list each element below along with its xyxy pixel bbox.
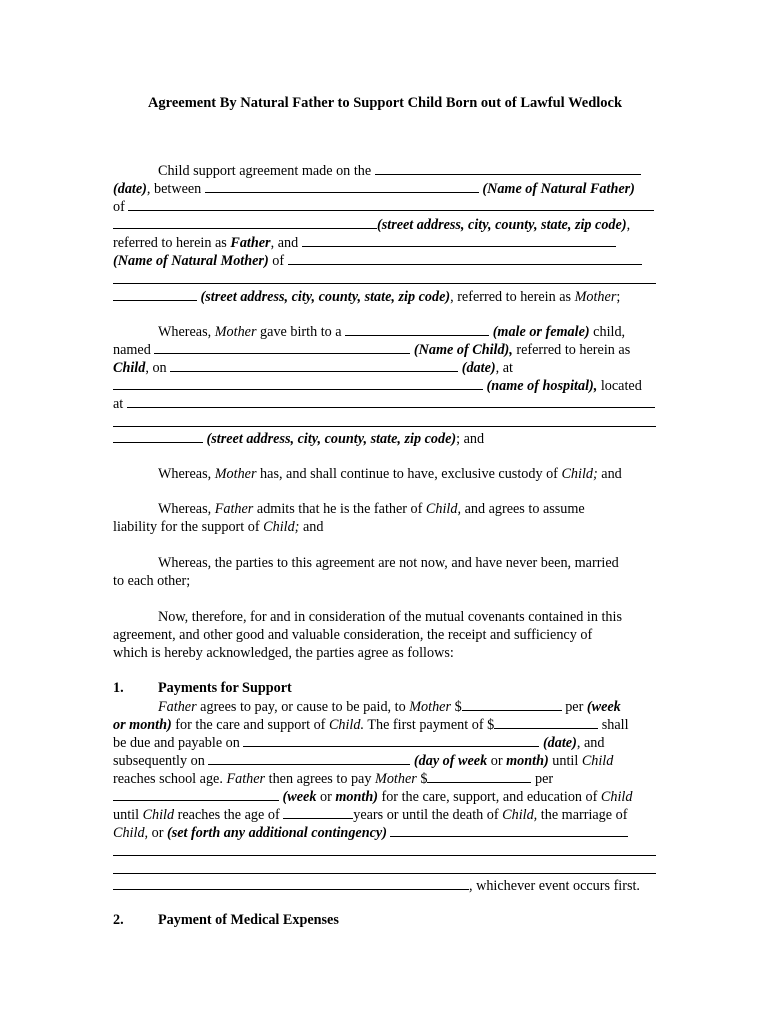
- text: Whereas,: [158, 324, 215, 340]
- text: Child;: [263, 519, 300, 535]
- blank-child-name[interactable]: [154, 340, 410, 354]
- text: reaches school age.: [113, 771, 227, 787]
- blank-mother-address-3[interactable]: [113, 287, 197, 301]
- text: per: [561, 699, 587, 715]
- section-2-number: [113, 911, 124, 929]
- text: Child: [113, 360, 146, 376]
- text: of: [268, 253, 285, 269]
- text: ; and: [456, 431, 485, 447]
- text: , and: [576, 735, 605, 751]
- text: be due and payable on: [113, 735, 240, 751]
- blank-father-name[interactable]: [205, 179, 479, 193]
- text: (name of hospital),: [486, 378, 598, 394]
- blank-mother-name[interactable]: [302, 233, 616, 247]
- line-gave-birth: [158, 322, 625, 341]
- text: for the care, support, and education of: [377, 789, 601, 805]
- text: Child.: [328, 717, 365, 733]
- line-named: [113, 340, 630, 359]
- line-liability: [113, 518, 323, 536]
- text: Whereas,: [158, 466, 215, 482]
- text: Father: [214, 501, 254, 517]
- line-hospital-address: [113, 429, 484, 448]
- blank-hospital-address-3[interactable]: [113, 429, 203, 443]
- text: at: [113, 396, 124, 412]
- text: Mother: [214, 466, 257, 482]
- line-agreement-date: [158, 161, 641, 180]
- text: The first payment of $: [364, 717, 495, 733]
- blank-first-payment[interactable]: [494, 715, 598, 729]
- text: Father: [226, 771, 266, 787]
- text: Mother: [574, 289, 617, 305]
- line-s1-2: [113, 715, 629, 734]
- text: Father: [230, 235, 271, 251]
- blank-hospital-address-1[interactable]: [127, 394, 655, 408]
- text: or month): [113, 717, 172, 733]
- text: , at: [495, 360, 513, 376]
- line-s1-7: [113, 805, 627, 824]
- blank-birth-date[interactable]: [170, 358, 458, 372]
- text: shall: [598, 717, 629, 733]
- text: referred to herein as: [113, 235, 231, 251]
- text: child,: [589, 324, 626, 340]
- text: and: [299, 519, 324, 535]
- line-s1-5: [113, 769, 553, 788]
- text: (week: [586, 699, 621, 715]
- line-admits: [158, 500, 585, 518]
- text: 1.: [113, 680, 124, 696]
- text: and: [597, 466, 622, 482]
- blank-contingency-1[interactable]: [390, 823, 628, 837]
- text: agrees to pay, or cause to be paid, to: [196, 699, 410, 715]
- blank-school-period[interactable]: [113, 787, 279, 801]
- blank-contingency-3[interactable]: [113, 873, 656, 874]
- text: month): [506, 753, 549, 769]
- section-1-title: [158, 679, 292, 697]
- line-s1-6: [113, 787, 632, 806]
- blank-contingency-2[interactable]: [113, 855, 656, 856]
- text: or: [487, 753, 507, 769]
- section-2-title: [158, 911, 339, 929]
- text: Mother: [214, 324, 257, 340]
- text: or: [316, 789, 336, 805]
- text: has, and shall continue to have, exclusive custody of: [256, 466, 562, 482]
- text: (street address, city, county, state, zip code): [377, 217, 627, 233]
- text: ;: [616, 289, 621, 305]
- blank-mother-address-1[interactable]: [288, 251, 642, 265]
- line-now-3: which is hereby acknowledged, the parties agree as follows:: [113, 645, 454, 661]
- text: (street address, city, county, state, zip code): [200, 289, 451, 305]
- text: and agrees to assume: [461, 501, 585, 517]
- text: , between: [146, 181, 202, 197]
- line-now-2: agreement, and other good and valuable consideration, the receipt and sufficiency of: [113, 627, 593, 643]
- text: , on: [145, 360, 167, 376]
- text: (street address, city, county, state, zip code): [206, 431, 457, 447]
- text: Child: [600, 789, 633, 805]
- text: referred to herein as: [512, 342, 631, 358]
- blank-father-address-2[interactable]: [113, 215, 377, 229]
- line-s1-10: [113, 876, 640, 895]
- text: , whichever event occurs first.: [469, 878, 640, 894]
- line-s1-3: [113, 733, 604, 752]
- text: Child,: [502, 807, 538, 823]
- text: 2.: [113, 912, 124, 928]
- text: Mother: [409, 699, 452, 715]
- text: admits that he is the father of: [253, 501, 426, 517]
- text: subsequently on: [113, 753, 205, 769]
- line-referred-father: [113, 233, 616, 252]
- text: , and: [270, 235, 299, 251]
- text: located: [597, 378, 642, 394]
- text: , referred to herein as: [450, 289, 575, 305]
- text: (date): [461, 360, 496, 376]
- text: until: [113, 807, 143, 823]
- text: Child: [581, 753, 614, 769]
- line-mother-address: [113, 287, 620, 306]
- blank-age[interactable]: [283, 805, 353, 819]
- text: Child: [142, 807, 175, 823]
- line-s1-8: [113, 823, 628, 842]
- text: $: [451, 699, 462, 715]
- text: until: [548, 753, 582, 769]
- blank-subsequent-day[interactable]: [208, 751, 410, 765]
- text: gave birth to a: [256, 324, 342, 340]
- text: the marriage of: [537, 807, 628, 823]
- text: Payment of Medical Expenses: [158, 912, 339, 928]
- blank-school-payment[interactable]: [427, 769, 531, 783]
- line-s1-4: [113, 751, 613, 770]
- text: years or until the death of: [353, 807, 503, 823]
- text: Mother: [375, 771, 417, 787]
- text: (date): [542, 735, 577, 751]
- text: (day of week: [413, 753, 488, 769]
- line-located-at: [113, 394, 655, 413]
- text: Child;: [561, 466, 598, 482]
- text: $: [416, 771, 428, 787]
- line-parties-2: to each other;: [113, 573, 191, 589]
- text: (date): [113, 181, 147, 197]
- text: for the care and support of: [171, 717, 329, 733]
- text: Whereas,: [158, 501, 215, 517]
- text: then agrees to pay: [265, 771, 375, 787]
- text: Payments for Support: [158, 680, 292, 696]
- text: Child support agreement made on the: [158, 163, 372, 179]
- line-father-of: [113, 197, 654, 216]
- text: named: [113, 342, 151, 358]
- text: month): [335, 789, 378, 805]
- text: liability for the support of: [113, 519, 264, 535]
- blank-due-date[interactable]: [243, 733, 539, 747]
- blank-agreement-date[interactable]: [375, 161, 641, 175]
- blank-hospital-name[interactable]: [113, 376, 483, 390]
- line-mother-of: [113, 251, 642, 270]
- text: reaches the age of: [174, 807, 280, 823]
- text: (Name of Natural Mother): [113, 253, 269, 269]
- line-now-1: Now, therefore, for and in consideration of the mutual covenants contained in this: [158, 609, 622, 625]
- blank-hospital-address-2[interactable]: [113, 426, 656, 427]
- blank-child-sex[interactable]: [345, 322, 489, 336]
- line-between: [113, 179, 656, 198]
- text: (set forth any additional contingency): [167, 825, 387, 841]
- text: (male or female): [492, 324, 590, 340]
- text: (Name of Child),: [413, 342, 513, 358]
- line-father-address: [113, 215, 630, 234]
- text: (Name of Natural Father): [482, 181, 635, 197]
- line-custody: [158, 465, 622, 483]
- line-child-on: [113, 358, 513, 377]
- text: per: [531, 771, 554, 787]
- document-title: Agreement By Natural Father to Support Child Born out of Lawful Wedlock: [147, 95, 623, 111]
- text: (week: [282, 789, 317, 805]
- section-1-number: [113, 679, 124, 697]
- text: Father: [158, 699, 197, 715]
- text: Child,: [425, 501, 462, 517]
- blank-mother-address-2[interactable]: [113, 283, 656, 284]
- blank-father-address-1[interactable]: [128, 197, 654, 211]
- blank-payment-amount[interactable]: [462, 697, 562, 711]
- text: or: [148, 825, 168, 841]
- blank-contingency-4[interactable]: [113, 876, 469, 890]
- line-parties-1: Whereas, the parties to this agreement are not now, and have never been, married: [158, 555, 619, 571]
- text: ,: [626, 217, 631, 233]
- line-s1-1: [158, 697, 621, 716]
- text: Child,: [113, 825, 149, 841]
- text: of: [113, 199, 125, 215]
- line-hospital: [113, 376, 642, 395]
